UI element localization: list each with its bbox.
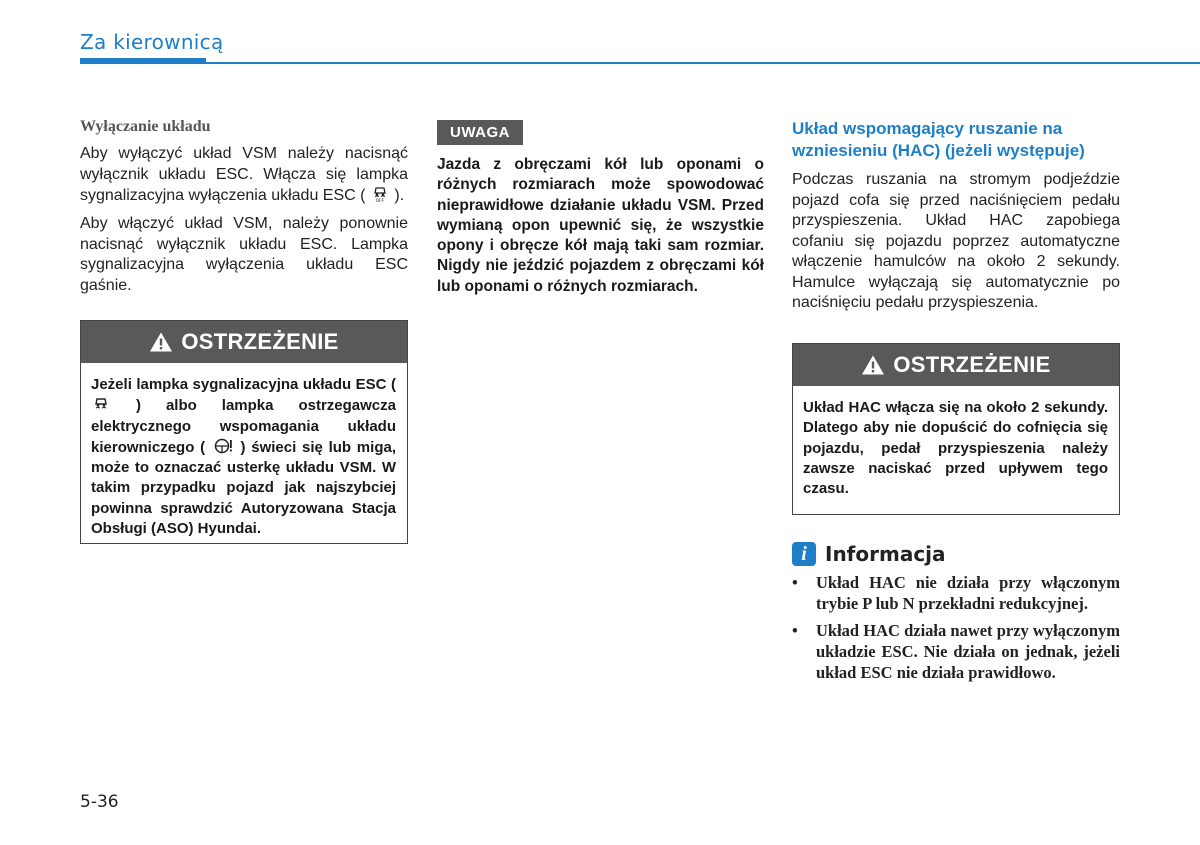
caution-text: Jazda z obręczami kół lub oponami o różnych rozmiarach może spowodować nieprawidłowe działanie układu VSM. Przed wymianą opon upewnić się, że wszystkie opony i obręcze kół mają taki sam rozmiar. Nigdy nie jeździć pojazdem z obręczami kół lub oponami o różnych rozmiarach.: [437, 156, 764, 295]
paragraph-text: Aby wyłączyć układ VSM należy nacisnąć wyłącznik układu ESC. Włącza się lampka sygnalizacyjna wyłączenia układu ESC (: [80, 145, 408, 204]
warning-text: ) świeci się lub miga, może to oznaczać usterkę układu VSM. W takim przypadku pojazd jak najszybciej powinna sprawdzić Autoryzowana Stacja Obsługi (ASO) Hyundai.: [91, 438, 396, 538]
warning-title: OSTRZEŻENIE: [893, 352, 1051, 377]
warning-header: [81, 321, 407, 363]
header-accent-bar: [80, 58, 206, 64]
esc-indicator-icon: [93, 395, 109, 413]
warning-box-hac: [792, 343, 1120, 515]
warning-text: Jeżeli lampka sygnalizacyjna układu ESC (: [91, 376, 396, 393]
warning-header: [793, 344, 1119, 386]
warning-box-esc: [80, 320, 408, 544]
warning-body: [81, 363, 407, 539]
esc-off-icon: [372, 185, 388, 203]
info-title: Informacja: [825, 542, 946, 566]
steering-warning-icon: [213, 437, 233, 455]
info-icon: i: [792, 542, 816, 566]
warning-body: Układ HAC włącza się na około 2 sekundy. Dlatego aby nie dopuścić do cofnięcia się pojazdu, pedał przyspieszenia należy zawsze naciskać przed upływem tego czasu.: [803, 399, 1108, 498]
esc-off-icon-label: OFF: [375, 199, 385, 203]
warning-triangle-icon: [149, 331, 173, 353]
warning-text: ) albo lampka ostrzegawcza elektrycznego wspomagania układu kierowniczego (: [91, 397, 396, 456]
warning-title: OSTRZEŻENIE: [181, 329, 339, 354]
header-rule: [80, 62, 1200, 64]
warning-triangle-icon: [861, 354, 885, 376]
page-number: 5-36: [80, 792, 119, 812]
paragraph-disable-vsm: [80, 144, 408, 207]
info-list-item: • Układ HAC nie działa przy włączonym trybie P lub N przekładni redukcyjnej.: [792, 572, 1120, 614]
hac-heading: Układ wspomagający ruszanie na wzniesieniu (HAC) (jeżeli występuje): [792, 119, 1085, 160]
info-list: [792, 572, 1120, 689]
paragraph-text-end: ).: [389, 187, 405, 204]
hac-paragraph: Podczas ruszania na stromym podjeździe pojazd cofa się przed naciśnięciem pedału przyspieszenia. Układ HAC zapobiega cofaniu się pojazdu poprzez automatyczne włączenie hamulców na około 2 sekundy. Hamulce wyłączają się automatycznie po naciśnięciu pedału przyspieszenia.: [792, 171, 1120, 311]
section-title: Za kierownicą: [80, 30, 224, 54]
paragraph-enable-vsm: Aby włączyć układ VSM, należy ponownie nacisnąć wyłącznik układu ESC. Lampka sygnalizacyjna wyłączenia układu ESC gaśnie.: [80, 215, 408, 294]
info-list-item: • Układ HAC działa nawet przy wyłączonym układzie ESC. Nie działa on jednak, jeżeli układ ESC nie działa prawidłowo.: [792, 620, 1120, 683]
info-header: [792, 542, 946, 566]
caution-badge: UWAGA: [437, 120, 523, 145]
subheading-disable-system: Wyłączanie układu: [80, 118, 211, 135]
